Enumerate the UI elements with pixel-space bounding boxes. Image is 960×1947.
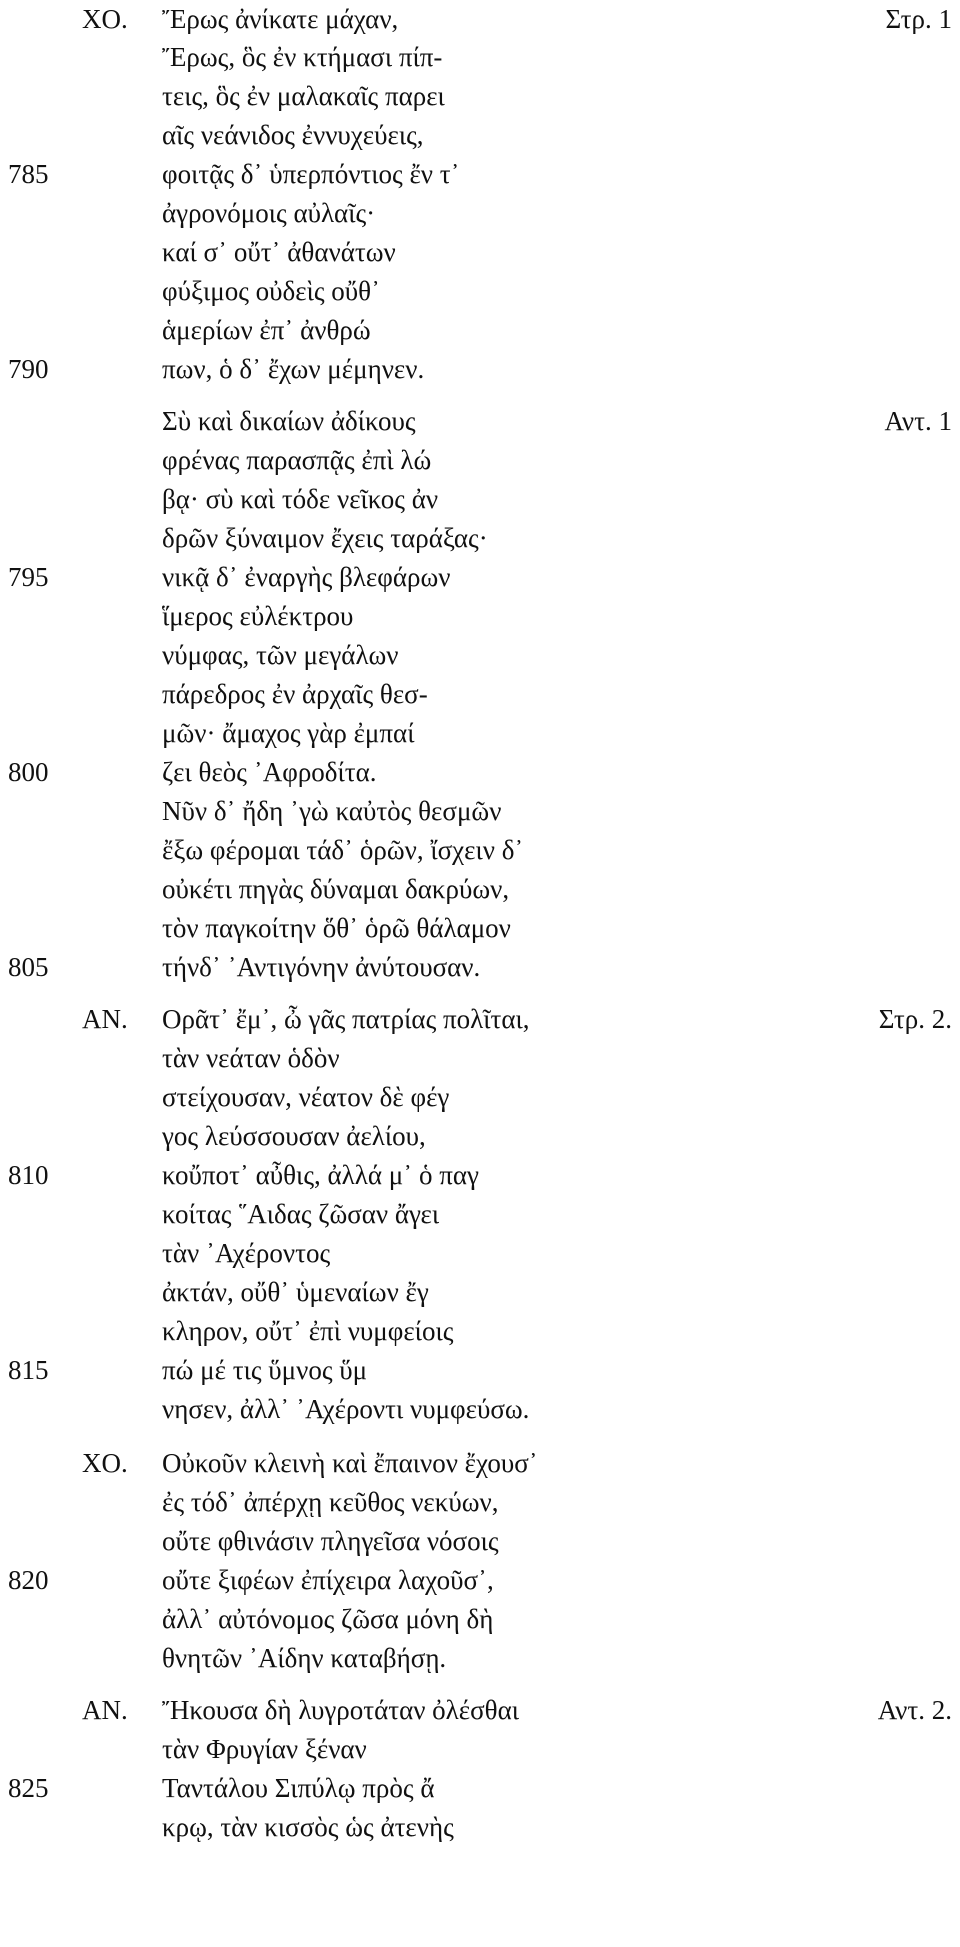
line-number: 815 [8, 1355, 49, 1385]
verse-text: οὔτε ξιφέων ἐπίχειρα λαχοῦσ᾽, [162, 1565, 494, 1595]
verse-line [0, 480, 960, 519]
verse-text: ζει θεὸς ᾿Αφροδίτα. [162, 757, 377, 787]
verse-text: τεις, ὃς ἐν μαλακαῖς παρει [162, 81, 445, 111]
verse-line [0, 1483, 960, 1522]
verse-line [0, 1156, 960, 1195]
verse-line [0, 753, 960, 792]
line-number: 790 [8, 354, 49, 384]
verse-text: οὐκέτι πηγὰς δύναμαι δακρύων, [162, 874, 510, 904]
verse-line [0, 1561, 960, 1600]
verse-line [0, 1730, 960, 1769]
verse-text: κληρον, οὔτ᾽ ἐπὶ νυμφείοις [162, 1316, 454, 1346]
verse-text: τὰν Φρυγίαν ξέναν [162, 1734, 367, 1764]
verse-text: Ταντάλου Σιπύλῳ πρὸς ἄ [162, 1773, 435, 1803]
verse-line [0, 155, 960, 194]
verse-line [0, 1312, 960, 1351]
verse-line [0, 636, 960, 675]
verse-text: Οὐκοῦν κλεινὴ καὶ ἔπαινον ἔχουσ᾽ [162, 1448, 538, 1478]
verse-line [0, 1639, 960, 1678]
verse-text: ἀκτάν, οὔθ᾽ ὑμεναίων ἔγ [162, 1277, 429, 1307]
verse-line [0, 831, 960, 870]
verse-text: Ἔρως, ὃς ἐν κτήμασι πίπ- [162, 42, 443, 72]
verse-text: τὰν νεάταν ὁδὸν [162, 1043, 340, 1073]
verse-line [0, 714, 960, 753]
verse-line [0, 597, 960, 636]
verse-text: μῶν· ἄμαχος γὰρ ἐμπαί [162, 718, 415, 748]
verse-line [0, 38, 960, 77]
speaker-label: ΧΟ. [82, 1448, 128, 1478]
line-number: 795 [8, 562, 49, 592]
verse-line [0, 870, 960, 909]
verse-text: κοίτας ῞Αιδας ζῶσαν ἄγει [162, 1199, 440, 1229]
verse-line [0, 1273, 960, 1312]
verse-text: φοιτᾷς δ᾽ ὑπερπόντιος ἔν τ᾽ [162, 159, 460, 189]
verse-line [0, 558, 960, 597]
verse-line [0, 1691, 960, 1730]
verse-text: καί σ᾽ οὔτ᾽ ἀθανάτων [162, 237, 396, 267]
verse-line [0, 792, 960, 831]
verse-line [0, 233, 960, 272]
verse-line [0, 77, 960, 116]
verse-text: κοὔποτ᾽ αὖθις, ἀλλά μ᾽ ὁ παγ [162, 1160, 479, 1190]
speaker-label: ΧΟ. [82, 4, 128, 34]
verse-text: νύμφας, τῶν μεγάλων [162, 640, 399, 670]
verse-text: γος λεύσσουσαν ἀελίου, [162, 1121, 426, 1151]
verse-text: νικᾷ δ᾽ ἐναργὴς βλεφάρων [162, 562, 451, 592]
verse-line [0, 1808, 960, 1847]
verse-text: ἁμερίων ἐπ᾽ ἀνθρώ [162, 315, 371, 345]
verse-text: ἵμερος εὐλέκτρου [162, 601, 354, 631]
verse-line [0, 0, 960, 39]
speaker-label: ΑΝ. [82, 1695, 128, 1725]
line-number: 785 [8, 159, 49, 189]
line-number: 820 [8, 1565, 49, 1595]
verse-text: τὸν παγκοίτην ὅθ᾽ ὁρῶ θάλαμον [162, 913, 511, 943]
verse-text: Σὺ καὶ δικαίων ἀδίκους [162, 406, 416, 436]
verse-line [0, 1769, 960, 1808]
verse-line [0, 1444, 960, 1483]
verse-line [0, 948, 960, 987]
strophe-label: Αντ. 2. [877, 1695, 952, 1725]
strophe-label: Στρ. 1 [885, 4, 952, 34]
line-number: 825 [8, 1773, 49, 1803]
verse-text: δρῶν ξύναιμον ἔχεις ταράξας· [162, 523, 488, 553]
verse-line [0, 1078, 960, 1117]
verse-line [0, 272, 960, 311]
verse-text: πων, ὁ δ᾽ ἔχων μέμηνεν. [162, 354, 425, 384]
verse-line [0, 1390, 960, 1429]
verse-text: ἀγρονόμοις αὐλαῖς· [162, 198, 376, 228]
verse-text: ἔξω φέρομαι τάδ᾽ ὁρῶν, ἴσχειν δ᾽ [162, 835, 524, 865]
verse-text: βᾳ· σὺ καὶ τόδε νεῖκος ἀν [162, 484, 439, 514]
verse-text: φρένας παρασπᾷς ἐπὶ λώ [162, 445, 432, 475]
verse-line [0, 675, 960, 714]
verse-line [0, 1234, 960, 1273]
verse-line [0, 519, 960, 558]
verse-line [0, 909, 960, 948]
verse-text: πώ μέ τις ὕμνος ὕμ [162, 1355, 368, 1385]
verse-line [0, 350, 960, 389]
verse-line [0, 1195, 960, 1234]
speaker-label: ΑΝ. [82, 1004, 128, 1034]
verse-line [0, 116, 960, 155]
verse-line [0, 1600, 960, 1639]
verse-text: Νῦν δ᾽ ἤδη ᾽γὼ καὐτὸς θεσμῶν [162, 796, 502, 826]
line-number: 805 [8, 952, 49, 982]
verse-line [0, 1117, 960, 1156]
verse-text: στείχουσαν, νέατον δὲ φέγ [162, 1082, 450, 1112]
strophe-label: Αντ. 1 [884, 406, 952, 436]
verse-text: αῖς νεάνιδος ἐννυχεύεις, [162, 120, 424, 150]
verse-line [0, 402, 960, 441]
verse-text: φύξιμος οὐδεὶς οὔθ᾽ [162, 276, 381, 306]
verse-text: Ἔρως ἀνίκατε μάχαν, [162, 4, 399, 34]
verse-text: νησεν, ἀλλ᾽ ᾿Αχέροντι νυμφεύσω. [162, 1394, 530, 1424]
verse-text: ἀλλ᾽ αὐτόνομος ζῶσα μόνη δὴ [162, 1604, 494, 1634]
verse-text: Ορᾶτ᾽ ἔμ᾽, ὦ γᾶς πατρίας πολῖται, [162, 1004, 530, 1034]
verse-line [0, 441, 960, 480]
verse-text: ἐς τόδ᾽ ἀπέρχῃ κεῦθος νεκύων, [162, 1487, 499, 1517]
verse-text: τὰν ᾿Αχέροντος [162, 1238, 331, 1268]
strophe-label: Στρ. 2. [878, 1004, 952, 1034]
line-number: 800 [8, 757, 49, 787]
verse-text: θνητῶν ᾿Αίδην καταβήσῃ. [162, 1643, 447, 1673]
line-number: 810 [8, 1160, 49, 1190]
verse-line [0, 194, 960, 233]
verse-line [0, 1351, 960, 1390]
verse-text: οὔτε φθινάσιν πληγεῖσα νόσοις [162, 1526, 499, 1556]
verse-line [0, 311, 960, 350]
verse-text: κρῳ, τὰν κισσὸς ὡς ἀτενὴς [162, 1812, 454, 1842]
verse-text: τήνδ᾽ ᾿Αντιγόνην ἀνύτουσαν. [162, 952, 481, 982]
verse-line [0, 1000, 960, 1039]
verse-line [0, 1039, 960, 1078]
verse-line [0, 1522, 960, 1561]
verse-text: Ἤκουσα δὴ λυγροτάταν ὀλέσθαι [162, 1695, 519, 1725]
verse-text: πάρεδρος ἐν ἀρχαῖς θεσ- [162, 679, 428, 709]
